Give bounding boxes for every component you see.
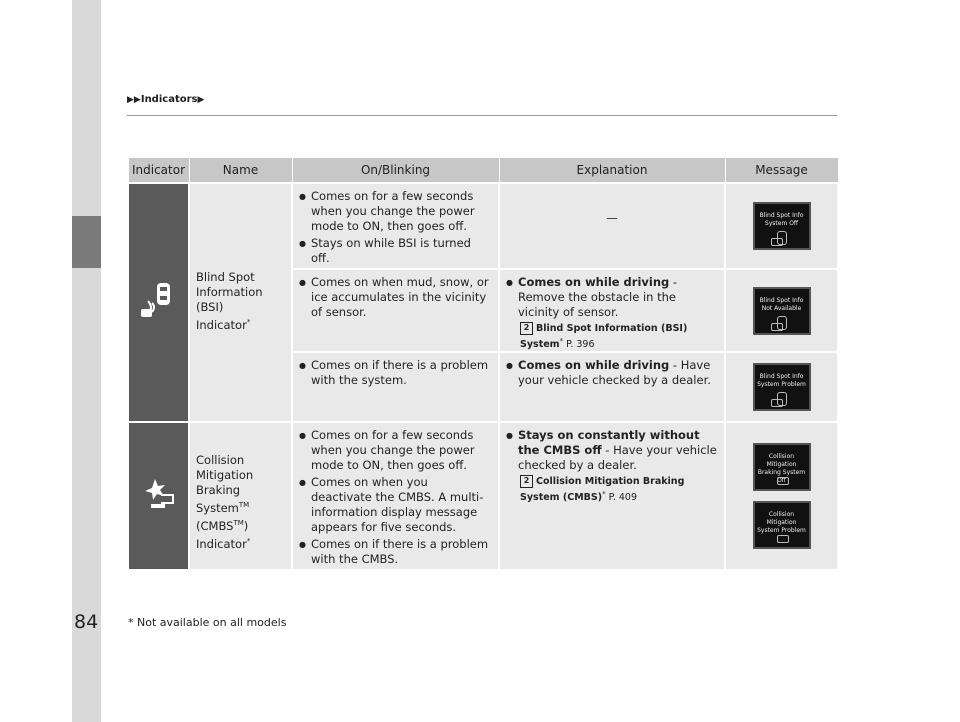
reference-link[interactable]: 2 Blind Spot Information (BSI) System* P. 396	[520, 323, 688, 351]
column-header: Explanation	[499, 158, 725, 184]
column-header: Name	[189, 158, 292, 184]
table-row	[128, 183, 838, 269]
collision-icon	[777, 535, 789, 543]
explanation-cell	[499, 269, 725, 352]
column-header: Message	[725, 158, 838, 184]
bsi-system-off-screen: Blind Spot Info System Off	[753, 202, 811, 250]
on-blinking-cell	[292, 183, 499, 269]
cmbs-indicator-cell	[128, 422, 189, 570]
collision-braking-icon	[141, 477, 177, 511]
list-item: ● Comes on while driving - Have your vehicle checked by a dealer.	[506, 358, 718, 388]
explanation-cell	[499, 422, 725, 570]
footnote: * Not available on all models	[128, 616, 287, 629]
on-blinking-cell	[292, 269, 499, 352]
bsi-name-cell: Blind Spot Information (BSI) Indicator*	[189, 183, 292, 422]
breadcrumb-label[interactable]: Indicators	[140, 94, 198, 105]
on-blinking-cell	[292, 422, 499, 570]
reference-arrow-icon: 2	[520, 475, 533, 488]
breadcrumb	[127, 94, 204, 105]
car-icon	[771, 323, 783, 331]
list-item: ● Comes on if there is a problem with the system.	[299, 358, 492, 388]
chevron-right-icon: ▶▶	[127, 95, 141, 105]
table-row	[128, 422, 838, 570]
divider	[127, 115, 837, 116]
column-header: On/Blinking	[292, 158, 499, 184]
bsi-system-problem-screen: Blind Spot Info System Problem	[753, 363, 811, 411]
message-cell	[725, 269, 838, 352]
cmbs-system-off-screen: Collision Mitigation Braking System Off	[753, 443, 811, 491]
explanation-cell: —	[499, 183, 725, 269]
blind-spot-icon	[139, 279, 179, 323]
list-item: ● Stays on constantly without the CMBS off - Have your vehicle checked by a dealer.	[506, 428, 718, 473]
list-item: ● Comes on when mud, snow, or ice accumulates in the vicinity of sensor.	[299, 275, 492, 320]
list-item: ● Comes on for a few seconds when you change the power mode to ON, then goes off.	[299, 428, 492, 473]
car-icon	[771, 399, 783, 407]
message-cell	[725, 352, 838, 422]
indicator-table	[127, 157, 839, 571]
chevron-right-icon: ▶	[197, 95, 205, 105]
collision-icon	[777, 477, 789, 485]
cmbs-system-problem-screen: Collision Mitigation System Problem	[753, 501, 811, 549]
cmbs-name-cell: Collision Mitigation Braking System™ (CMBS™) Indicator*	[189, 422, 292, 570]
list-item: ● Comes on while driving - Remove the obstacle in the vicinity of sensor.	[506, 275, 718, 320]
reference-link[interactable]: 2 Collision Mitigation Braking System (CMBS)* P. 409	[520, 476, 685, 504]
message-cell	[725, 422, 838, 570]
list-item: ● Comes on if there is a problem with the CMBS.	[299, 537, 492, 567]
bsi-not-available-screen: Blind Spot Info Not Available	[753, 287, 811, 335]
message-cell	[725, 183, 838, 269]
table-header-row	[128, 158, 838, 184]
page-number: 84	[74, 611, 99, 633]
car-icon	[771, 238, 783, 246]
list-item: ● Stays on while BSI is turned off.	[299, 236, 492, 266]
on-blinking-cell	[292, 352, 499, 422]
list-item: ● Comes on when you deactivate the CMBS. A multi-information display message appears for five seconds.	[299, 475, 492, 535]
bsi-indicator-cell	[128, 183, 189, 422]
reference-arrow-icon: 2	[520, 322, 533, 335]
column-header: Indicator	[128, 158, 189, 184]
explanation-cell	[499, 352, 725, 422]
list-item: ● Comes on for a few seconds when you change the power mode to ON, then goes off.	[299, 189, 492, 234]
